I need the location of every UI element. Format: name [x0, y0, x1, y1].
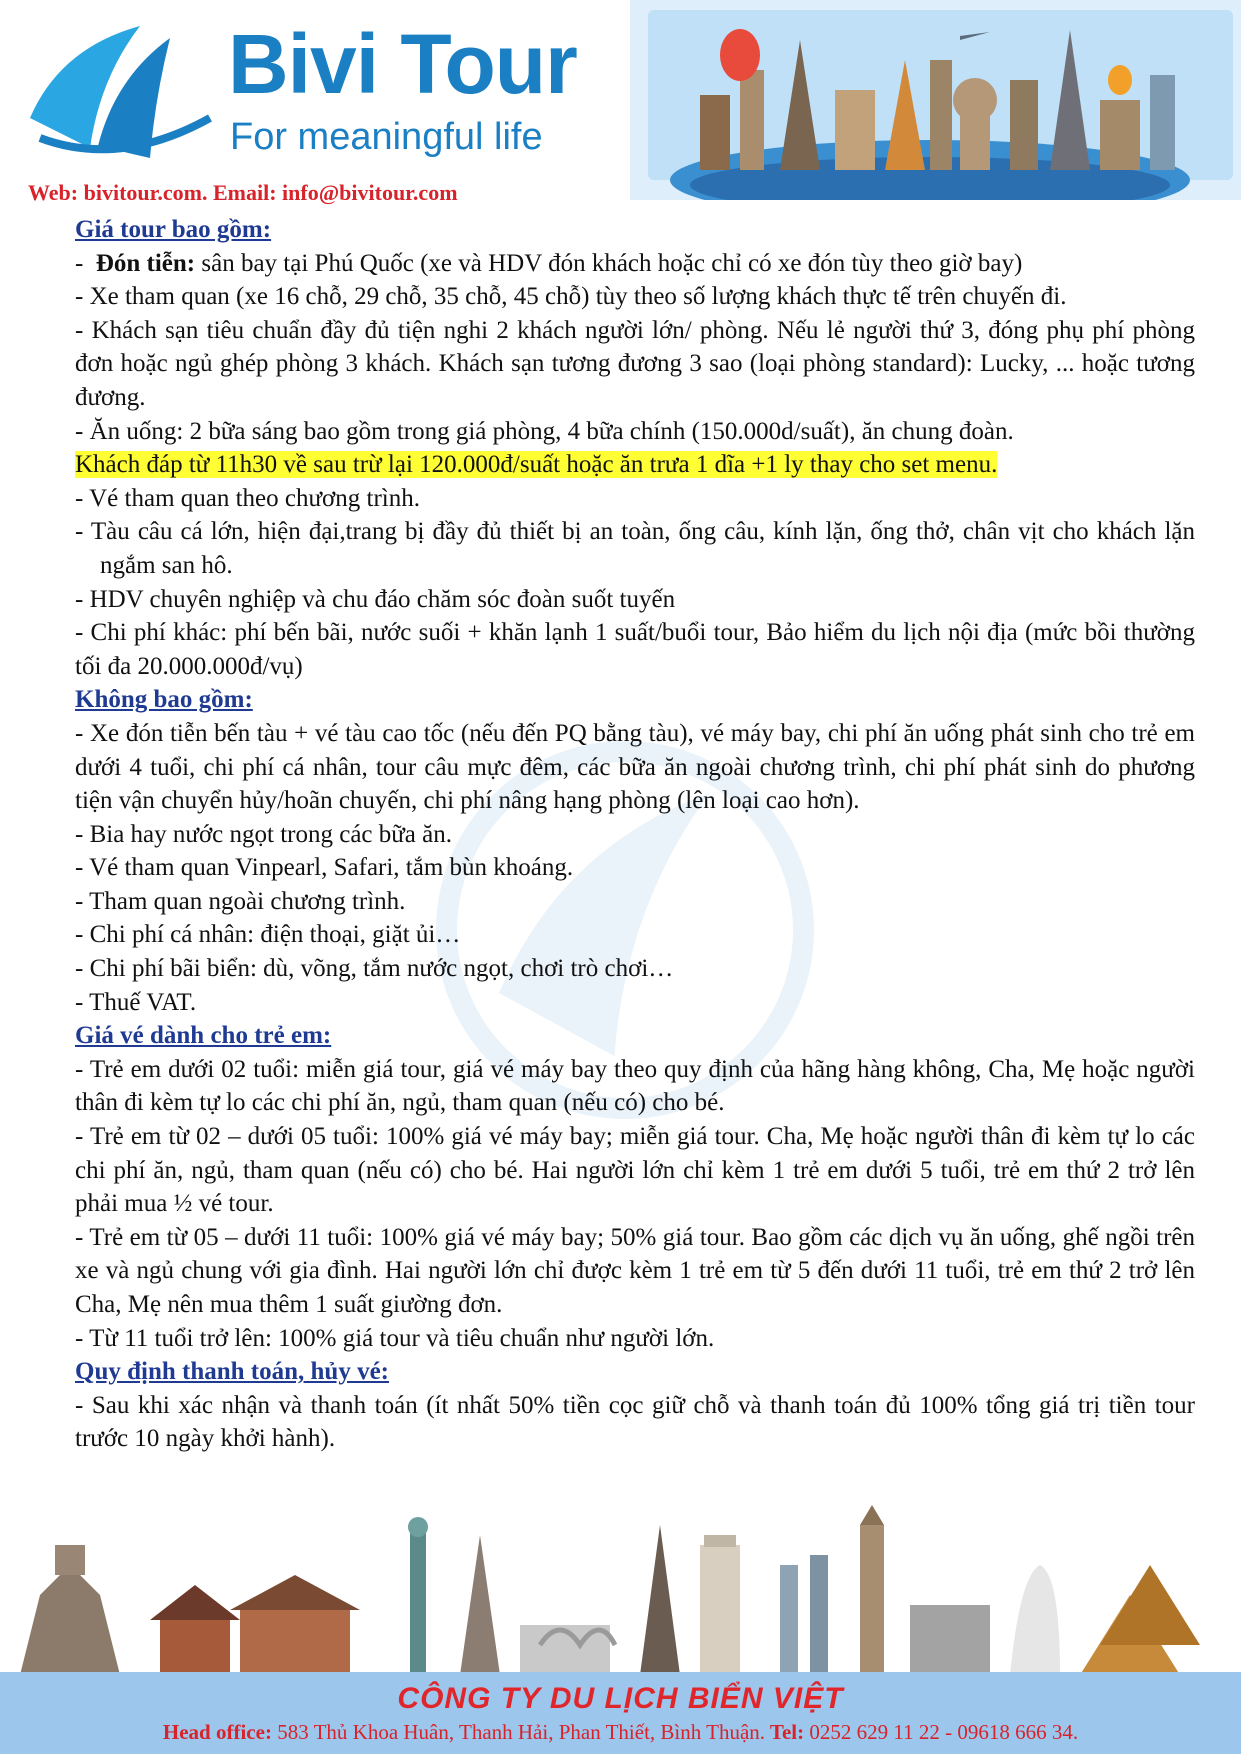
highlight-note: [75, 448, 1195, 482]
excluded-item: - Chi phí bãi biển: dù, võng, tắm nước ngọt, chơi trò chơi…: [75, 955, 674, 983]
head-office: [0, 1720, 1241, 1745]
children-item: - Từ 11 tuổi trở lên: 100% giá tour và tiêu chuẩn như người lớn.: [75, 1324, 715, 1352]
excluded-item: - Bia hay nước ngọt trong các bữa ăn.: [75, 820, 453, 848]
included-item: - Đón tiễn: sân bay tại Phú Quốc (xe và HDV đón khách hoặc chỉ có xe đón tùy theo giờ bay): [75, 249, 1023, 277]
excluded-item: - Chi phí cá nhân: điện thoại, giặt ủi…: [75, 921, 461, 949]
highlighted-text: Khách đáp từ 11h30 về sau trừ lại 120.000đ/suất hoặc ăn trưa 1 dĩa +1 ly thay cho set menu.: [75, 451, 998, 479]
header: [0, 0, 1241, 205]
pickup-label: Đón tiễn:: [95, 249, 196, 277]
excluded-item: - Vé tham quan Vinpearl, Safari, tắm bùn khoáng.: [75, 854, 574, 882]
tel-value: 0252 629 11 22 - 09618 666 34.: [804, 1720, 1079, 1744]
office-address: 583 Thủ Khoa Huân, Thanh Hải, Phan Thiết, Bình Thuận.: [271, 1720, 766, 1744]
tour-details: [75, 213, 1195, 1456]
excluded-item: - Tham quan ngoài chương trình.: [75, 887, 406, 915]
tel-label: Tel:: [765, 1720, 805, 1744]
excluded-item: - Thuế VAT.: [75, 988, 197, 1016]
children-item: - Trẻ em từ 05 – dưới 11 tuổi: 100% giá vé máy bay; 50% giá tour. Bao gồm các dịch vụ ăn uống, ghế ngồi trên xe và ngủ chung với gia đình. Hai người lớn chỉ được kèm 1 trẻ em từ 5 đến dưới 11 tuổi, trẻ em thứ 2 trở lên Cha, Mẹ nên mua thêm 1 suất giường đơn.: [75, 1223, 1195, 1318]
brand-tagline: For meaningful life: [230, 116, 543, 158]
payment-item: - Sau khi xác nhận và thanh toán (ít nhất 50% tiền cọc giữ chỗ và thanh toán đủ 100% tổng giá trị tiền tour trước 10 ngày khởi hành).: [75, 1391, 1195, 1453]
included-item: - Ăn uống: 2 bữa sáng bao gồm trong giá phòng, 4 bữa chính (150.000d/suất), ăn chung đoàn.: [75, 417, 1014, 445]
skyline-illustration: [0, 1505, 1241, 1675]
included-item: - Khách sạn tiêu chuẩn đầy đủ tiện nghi 2 khách người lớn/ phòng. Nếu lẻ người thứ 3, đóng phụ phí phòng đơn hoặc ngủ ghép phòng 3 khách. Khách sạn tương đương 3 sao (loại phòng standard): Lucky, ... hoặc tương đương.: [75, 316, 1195, 411]
included-item: - Tàu câu cá lớn, hiện đại,trang bị đầy đủ thiết bị an toàn, ống câu, kính lặn, ống thở, chân vịt cho khách lặn ngắm san hô.: [75, 518, 1195, 579]
footer: [0, 1672, 1241, 1754]
section-title-payment: Quy định thanh toán, hủy vé:: [75, 1358, 390, 1386]
world-landmarks-illustration: [630, 0, 1241, 200]
included-item: - Chi phí khác: phí bến bãi, nước suối + khăn lạnh 1 suất/buổi tour, Bảo hiểm du lịch nội địa (mức bồi thường tối đa 20.000.000đ/vụ): [75, 619, 1195, 680]
section-title-children: Giá vé dành cho trẻ em:: [75, 1022, 332, 1050]
included-item: - HDV chuyên nghiệp và chu đáo chăm sóc đoàn suốt tuyến: [75, 585, 676, 613]
pickup-text: sân bay tại Phú Quốc (xe và HDV đón khách hoặc chỉ có xe đón tùy theo giờ bay): [195, 249, 1023, 277]
section-title-excluded: Không bao gồm:: [75, 686, 253, 714]
included-item: - Vé tham quan theo chương trình.: [75, 484, 420, 512]
brand-name: Bivi Tour: [228, 17, 577, 111]
sail-logo-icon: [20, 18, 220, 168]
included-item: - Xe tham quan (xe 16 chỗ, 29 chỗ, 35 chỗ, 45 chỗ) tùy theo số lượng khách thực tế trên chuyến đi.: [75, 283, 1067, 311]
office-label: Head office:: [162, 1720, 272, 1744]
company-name: CÔNG TY DU LỊCH BIỂN VIỆT: [397, 1682, 844, 1715]
section-title-included: Giá tour bao gồm:: [75, 216, 272, 243]
children-item: - Trẻ em từ 02 – dưới 05 tuổi: 100% giá vé máy bay; miễn giá tour. Cha, Mẹ hoặc người thân đi kèm tự lo các chi phí ăn, ngủ, tham quan (nếu có) cho bé. Hai người lớn chỉ kèm 1 trẻ em dưới 5 tuổi, trẻ em thứ 2 trở lên phải mua ½ vé tour.: [75, 1123, 1195, 1218]
excluded-item: - Xe đón tiễn bến tàu + vé tàu cao tốc (nếu đến PQ bằng tàu), vé máy bay, chi phí ăn uống phát sinh cho trẻ em dưới 4 tuổi, chi phí cá nhân, tour câu mực đêm, các bữa ăn ngoài chương trình, chi phí phát sinh do phương tiện vận chuyển hủy/hoãn chuyến, chi phí nâng hạng phòng (lên loại cao hơn).: [75, 719, 1195, 815]
contact-info: Web: bivitour.com. Email: info@bivitour.com: [28, 180, 458, 205]
children-item: - Trẻ em dưới 02 tuổi: miễn giá tour, giá vé máy bay theo quy định của hãng hàng không, Cha, Mẹ hoặc người thân đi kèm tự lo các chi phí ăn, ngủ, tham quan (nếu có) cho bé.: [75, 1055, 1195, 1117]
